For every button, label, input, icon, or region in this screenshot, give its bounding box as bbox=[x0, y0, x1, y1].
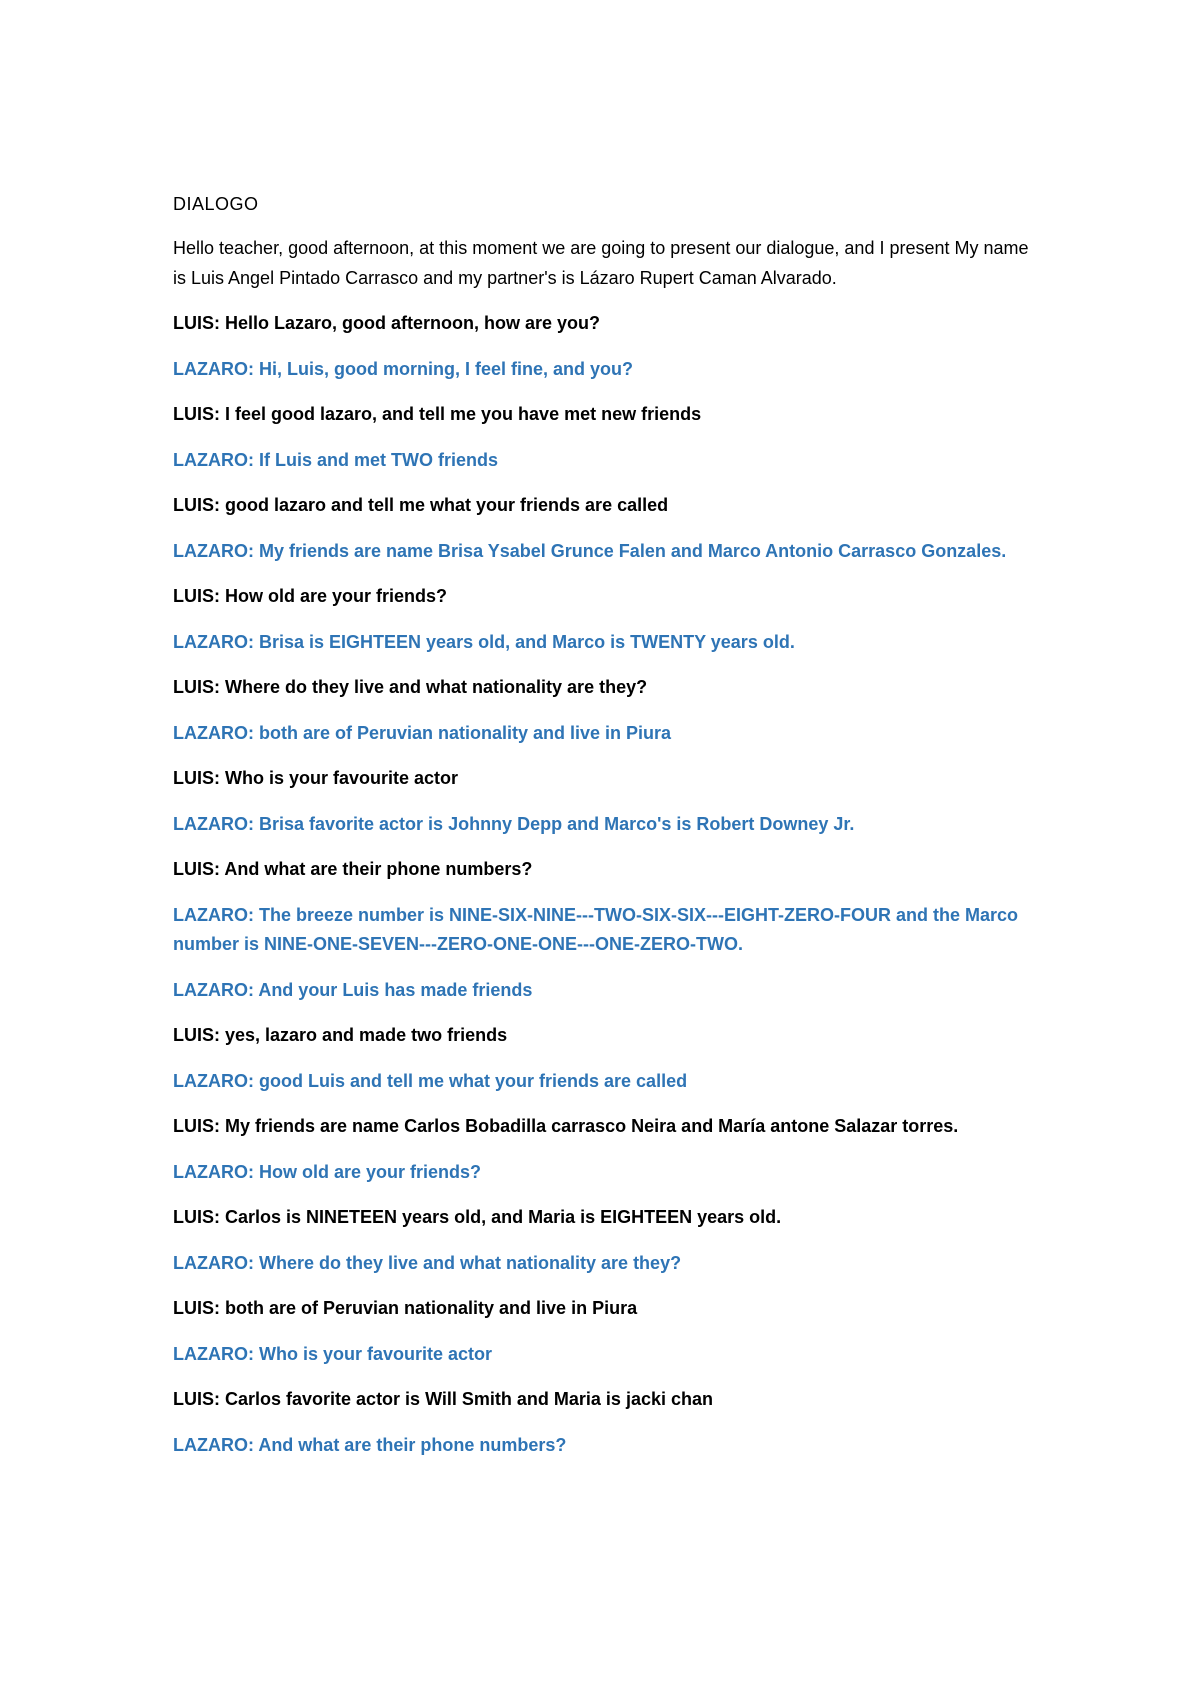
dialogue-line: LAZARO: Hi, Luis, good morning, I feel fine, and you? bbox=[173, 358, 633, 379]
dialogue-line: LUIS: both are of Peruvian nationality and live in Piura bbox=[173, 1298, 638, 1318]
dialogue-line: LUIS: yes, lazaro and made two friends bbox=[173, 1025, 508, 1045]
dialogue-line: LUIS: Who is your favourite actor bbox=[173, 768, 459, 788]
dialogue-line: LUIS: good lazaro and tell me what your friends are called bbox=[173, 495, 669, 515]
intro-paragraph: Hello teacher, good afternoon, at this moment we are going to present our dialogue, and I present My name is Luis Angel Pintado Carrasco and my partner's is Lázaro Rupert Caman Alvarado. bbox=[173, 238, 1029, 288]
dialogue-line: LUIS: How old are your friends? bbox=[173, 586, 448, 606]
dialogue-line: LUIS: And what are their phone numbers? bbox=[173, 859, 533, 879]
dialogue-line: LAZARO: Who is your favourite actor bbox=[173, 1343, 493, 1364]
dialogue-line: LAZARO: The breeze number is NINE-SIX-NINE---TWO-SIX-SIX---EIGHT-ZERO-FOUR and the Marco number is NINE-ONE-SEVEN---ZERO-ONE-ONE---ONE-ZERO-TWO. bbox=[173, 904, 1019, 954]
dialogue-line: LAZARO: How old are your friends? bbox=[173, 1161, 482, 1182]
dialogue-line: LAZARO: If Luis and met TWO friends bbox=[173, 449, 498, 470]
dialogue-line: LUIS: Where do they live and what nationality are they? bbox=[173, 677, 648, 697]
document-body bbox=[173, 190, 1033, 1476]
dialogue-line: LAZARO: And your Luis has made friends bbox=[173, 979, 533, 1000]
dialogue-line: LUIS: My friends are name Carlos Bobadilla carrasco Neira and María antone Salazar torres. bbox=[173, 1116, 959, 1136]
dialogue-line: LAZARO: both are of Peruvian nationality and live in Piura bbox=[173, 722, 672, 743]
dialogue-line: LAZARO: And what are their phone numbers? bbox=[173, 1434, 567, 1455]
dialogue-line: LUIS: Hello Lazaro, good afternoon, how are you? bbox=[173, 313, 601, 333]
dialogue-line: LAZARO: good Luis and tell me what your friends are called bbox=[173, 1070, 688, 1091]
dialogue-line: LAZARO: Where do they live and what nationality are they? bbox=[173, 1252, 682, 1273]
dialogue-line: LUIS: Carlos favorite actor is Will Smith and Maria is jacki chan bbox=[173, 1389, 713, 1409]
dialogue-line: LAZARO: Brisa is EIGHTEEN years old, and Marco is TWENTY years old. bbox=[173, 631, 795, 652]
dialogue-line: LUIS: I feel good lazaro, and tell me you have met new friends bbox=[173, 404, 702, 424]
dialogue-line: LAZARO: My friends are name Brisa Ysabel Grunce Falen and Marco Antonio Carrasco Gonzales. bbox=[173, 540, 1007, 561]
document-title: DIALOGO bbox=[173, 194, 259, 214]
dialogue-line: LUIS: Carlos is NINETEEN years old, and Maria is EIGHTEEN years old. bbox=[173, 1207, 782, 1227]
dialogue-line: LAZARO: Brisa favorite actor is Johnny Depp and Marco's is Robert Downey Jr. bbox=[173, 813, 855, 834]
